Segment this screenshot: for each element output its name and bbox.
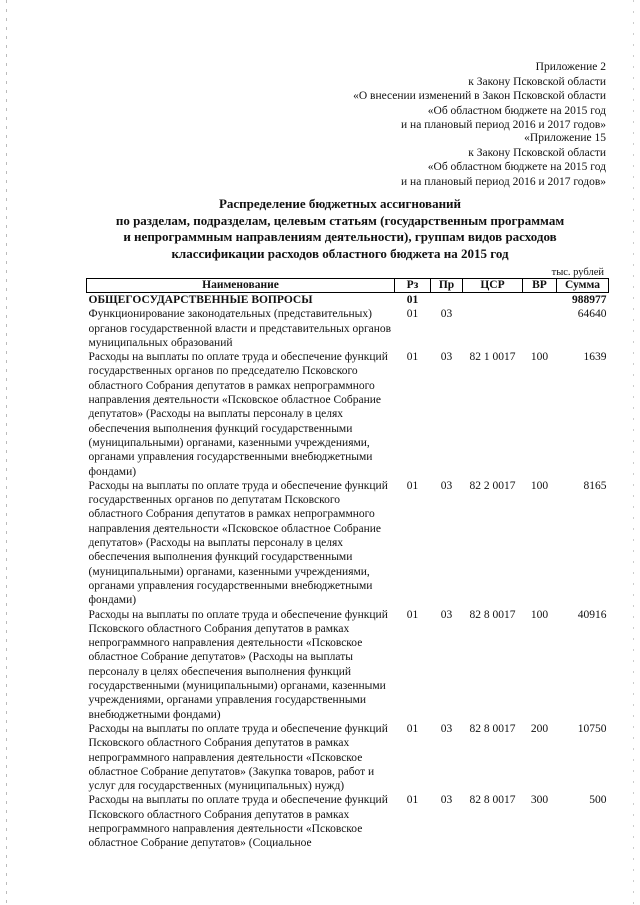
title-line: и непрограммным направлениям деятельности), группам видов расходов — [123, 229, 557, 244]
row-vr: 100 — [530, 479, 549, 492]
table-row — [87, 793, 609, 850]
row-sum: 500 — [589, 794, 607, 807]
row-rz: 01 — [406, 479, 419, 492]
row-csr — [463, 307, 523, 350]
row-rz: 01 — [406, 308, 419, 321]
row-csr — [463, 293, 523, 308]
appendix-15-header — [401, 131, 606, 189]
scan-edge-right — [633, 0, 634, 905]
appendix-line: и на плановый период 2016 и 2017 годов» — [401, 175, 606, 188]
row-rz: 01 — [406, 794, 419, 807]
document-title — [60, 196, 620, 262]
row-csr: 82 1 0017 — [469, 351, 516, 364]
row-csr: 82 8 0017 — [469, 722, 516, 735]
appendix-line: «Приложение 15 — [524, 132, 606, 144]
unit-label: тыс. рублей — [551, 267, 604, 278]
appendix-line: к Закону Псковской области — [468, 75, 606, 88]
appendix-line: «Об областном бюджете на 2015 год — [427, 161, 606, 173]
row-sum: 40916 — [577, 608, 607, 621]
row-vr: 100 — [530, 351, 549, 364]
row-pr: 03 — [440, 722, 453, 735]
row-sum: 64640 — [577, 308, 607, 321]
row-pr — [431, 293, 463, 308]
table-row — [87, 350, 609, 479]
appendix-line: «О внесении изменений в Закон Псковской области — [353, 90, 606, 102]
row-vr — [523, 307, 557, 350]
table-row — [87, 479, 609, 608]
row-name: Расходы на выплаты по оплате труда и обеспечение функций Псковского областного Собрания депутатов в рамках непрограммного направления деятельности «Псковское областное Собрание депутатов» (Социальное — [88, 794, 388, 850]
row-pr: 03 — [440, 479, 453, 492]
appendix-line: и на плановый период 2016 и 2017 годов» — [401, 119, 606, 131]
row-name: ОБЩЕГОСУДАРСТВЕННЫЕ ВОПРОСЫ — [88, 294, 313, 306]
row-csr: 82 8 0017 — [469, 794, 516, 807]
row-pr: 03 — [440, 608, 453, 621]
row-sum: 10750 — [577, 722, 607, 735]
row-name: Расходы на выплаты по оплате труда и обеспечение функций государственных органов по депутатам Псковского областного Собрания депутатов в рамках непрограммного направления деятельности «Псковское областное Собрание депутатов» (Расходы на выплаты персоналу в целях обеспечения выполнения функций государственными (муниципальными) органами, казенными учреждениями, органами управления государственными внебюджетными фондами) — [88, 479, 388, 607]
row-pr: 03 — [440, 794, 453, 807]
table-row — [87, 293, 609, 308]
title-line: Распределение бюджетных ассигнований — [218, 196, 462, 211]
appendix-line: Приложение 2 — [535, 61, 606, 73]
appendix-line: «Об областном бюджете на 2015 год — [427, 104, 606, 117]
row-sum: 8165 — [583, 479, 607, 492]
row-vr: 200 — [530, 722, 549, 735]
scan-edge-left — [6, 0, 7, 905]
row-rz: 01 — [406, 351, 419, 364]
row-rz: 01 — [406, 608, 419, 621]
row-pr: 03 — [440, 308, 453, 321]
row-rz: 01 — [406, 294, 419, 306]
budget-table — [86, 278, 609, 851]
header-name: Наименование — [87, 279, 395, 293]
table-header-row — [87, 279, 609, 293]
row-sum: 1639 — [583, 351, 607, 364]
row-csr: 82 2 0017 — [469, 479, 516, 492]
header-csr: ЦСР — [463, 279, 523, 293]
row-rz: 01 — [406, 722, 419, 735]
row-name: Расходы на выплаты по оплате труда и обеспечение функций Псковского областного Собрания депутатов в рамках непрограммного направления деятельности «Псковское областное Собрание депутатов» (Расходы на выплаты персоналу в целях обеспечения выполнения функций государственными (муниципальными) органами, казенными учреждениями, органами управления государственными внебюджетными фондами) — [88, 608, 388, 721]
row-vr — [523, 293, 557, 308]
appendix-line: к Закону Псковской области — [468, 146, 606, 159]
title-line: по разделам, подразделам, целевым статьям (государственным программам — [115, 212, 565, 228]
table-row — [87, 608, 609, 722]
row-name: Функционирование законодательных (представительных) органов государственной власти и представительных органов муниципальных образований — [88, 308, 392, 349]
table-row — [87, 307, 609, 350]
table-row — [87, 722, 609, 793]
row-name: Расходы на выплаты по оплате труда и обеспечение функций Псковского областного Собрания депутатов в рамках непрограммного направления деятельности «Псковское областное Собрание депутатов» (Закупка товаров, работ и услуг для государственных (муниципальных) нужд) — [88, 722, 388, 793]
row-sum: 988977 — [572, 294, 607, 306]
row-vr: 100 — [530, 608, 549, 621]
header-vr: ВР — [523, 279, 557, 293]
title-line: классификации расходов областного бюджета на 2015 год — [171, 245, 509, 261]
header-sum: Сумма — [557, 279, 609, 293]
header-pr: Пр — [431, 279, 463, 293]
row-pr: 03 — [440, 351, 453, 364]
row-csr: 82 8 0017 — [469, 608, 516, 621]
appendix-2-header — [353, 60, 606, 133]
header-rz: Рз — [395, 279, 431, 293]
row-vr: 300 — [530, 794, 549, 807]
row-name: Расходы на выплаты по оплате труда и обеспечение функций государственных органов по председателю Псковского областного Собрания депутатов в рамках непрограммного направления деятельности «Псковское областное Собрание депутатов» (Расходы на выплаты персоналу в целях обеспечения выполнения функций государственными (муниципальными) органами, казенными учреждениями, органами управления государственными внебюджетными фондами) — [88, 351, 388, 478]
